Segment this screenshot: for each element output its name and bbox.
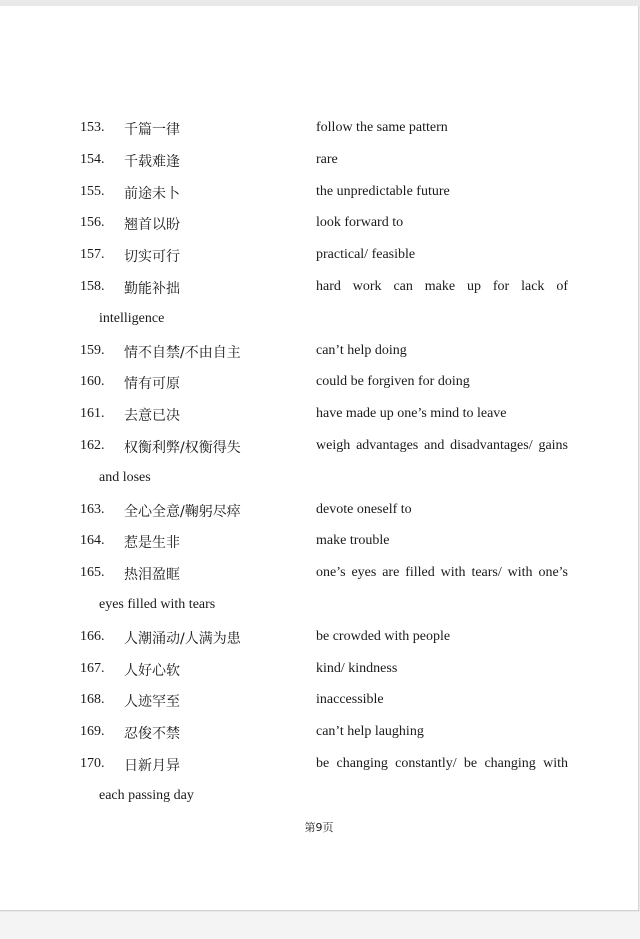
chinese-phrase: 惹是生非 xyxy=(124,535,180,552)
list-item-continuation xyxy=(0,307,638,339)
english-translation: weigh advantages and disadvantages/ gains xyxy=(316,437,568,453)
entry-number: 158. xyxy=(80,278,105,294)
list-item xyxy=(0,529,638,561)
continuation-text: intelligence xyxy=(99,310,165,326)
english-translation: devote oneself to xyxy=(316,501,412,517)
entry-number: 166. xyxy=(80,628,105,644)
list-item xyxy=(0,402,638,434)
chinese-phrase: 忍俊不禁 xyxy=(124,726,180,743)
entry-number: 162. xyxy=(80,437,105,453)
entry-number: 156. xyxy=(80,215,105,231)
list-item xyxy=(0,243,638,275)
chinese-phrase: 全心全意/鞠躬尽瘁 xyxy=(124,503,241,520)
list-item-continuation xyxy=(0,466,638,498)
english-translation: practical/ feasible xyxy=(316,247,416,263)
english-translation: could be forgiven for doing xyxy=(316,374,470,390)
english-translation: one’s eyes are filled with tears/ with one’s xyxy=(316,565,568,581)
entry-number: 163. xyxy=(80,501,105,517)
document-page xyxy=(0,6,639,911)
chinese-phrase: 日新月异 xyxy=(124,757,180,774)
english-translation: follow the same pattern xyxy=(316,120,448,135)
entry-number: 165. xyxy=(80,565,105,581)
english-translation: kind/ kindness xyxy=(316,660,398,676)
english-translation: be changing constantly/ be changing with xyxy=(316,755,568,771)
chinese-phrase: 情不自禁/不由自主 xyxy=(124,344,241,361)
english-translation: look forward to xyxy=(316,215,404,231)
list-item xyxy=(0,498,638,530)
entry-number: 160. xyxy=(80,374,105,390)
chinese-phrase: 情有可原 xyxy=(124,376,180,393)
chinese-phrase: 勤能补拙 xyxy=(124,280,180,297)
english-translation: hard work can make up for lack of xyxy=(316,278,568,294)
english-translation: rare xyxy=(316,151,338,167)
chinese-phrase: 热泪盈眶 xyxy=(124,567,180,584)
chinese-phrase: 人迹罕至 xyxy=(124,694,180,711)
chinese-phrase: 千载难逢 xyxy=(124,153,180,170)
english-translation: the unpredictable future xyxy=(316,183,450,199)
english-translation: inaccessible xyxy=(316,692,384,708)
chinese-phrase: 翘首以盼 xyxy=(124,217,180,234)
list-item xyxy=(0,561,638,593)
continuation-text: eyes filled with tears xyxy=(99,596,216,612)
continuation-text: and loses xyxy=(99,469,151,485)
page-number: 第9页 xyxy=(304,821,334,834)
list-item xyxy=(0,688,638,720)
entry-number: 153. xyxy=(80,120,105,135)
list-item-continuation xyxy=(0,593,638,625)
chinese-phrase: 去意已决 xyxy=(124,408,180,425)
chinese-phrase: 千篇一律 xyxy=(124,122,180,138)
entry-number: 168. xyxy=(80,692,105,708)
english-translation: be crowded with people xyxy=(316,628,451,644)
list-item xyxy=(0,370,638,402)
entry-number: 161. xyxy=(80,406,105,422)
entry-number: 170. xyxy=(80,755,105,771)
chinese-phrase: 前途未卜 xyxy=(124,185,180,202)
continuation-text: each passing day xyxy=(99,787,194,803)
entry-number: 164. xyxy=(80,533,105,549)
list-item xyxy=(0,752,638,784)
entry-number: 167. xyxy=(80,660,105,676)
chinese-phrase: 人潮涌动/人满为患 xyxy=(124,630,241,647)
list-item xyxy=(0,116,638,148)
list-item xyxy=(0,211,638,243)
list-item xyxy=(0,434,638,466)
list-item xyxy=(0,657,638,689)
list-item xyxy=(0,275,638,307)
list-item xyxy=(0,339,638,371)
chinese-phrase: 人好心软 xyxy=(124,662,180,679)
list-item xyxy=(0,720,638,752)
chinese-phrase: 权衡利弊/权衡得失 xyxy=(124,439,241,456)
entry-number: 154. xyxy=(80,151,105,167)
chinese-phrase: 切实可行 xyxy=(124,249,180,266)
entry-number: 155. xyxy=(80,183,105,199)
entry-number: 157. xyxy=(80,247,105,263)
list-item-continuation xyxy=(0,784,638,816)
english-translation: make trouble xyxy=(316,533,390,549)
english-translation: have made up one’s mind to leave xyxy=(316,406,507,422)
list-item xyxy=(0,625,638,657)
vocabulary-list xyxy=(0,116,638,816)
list-item xyxy=(0,148,638,180)
english-translation: can’t help laughing xyxy=(316,724,424,740)
list-item xyxy=(0,180,638,212)
english-translation: can’t help doing xyxy=(316,342,407,358)
entry-number: 169. xyxy=(80,724,105,740)
viewer-background xyxy=(0,912,640,939)
entry-number: 159. xyxy=(80,342,105,358)
